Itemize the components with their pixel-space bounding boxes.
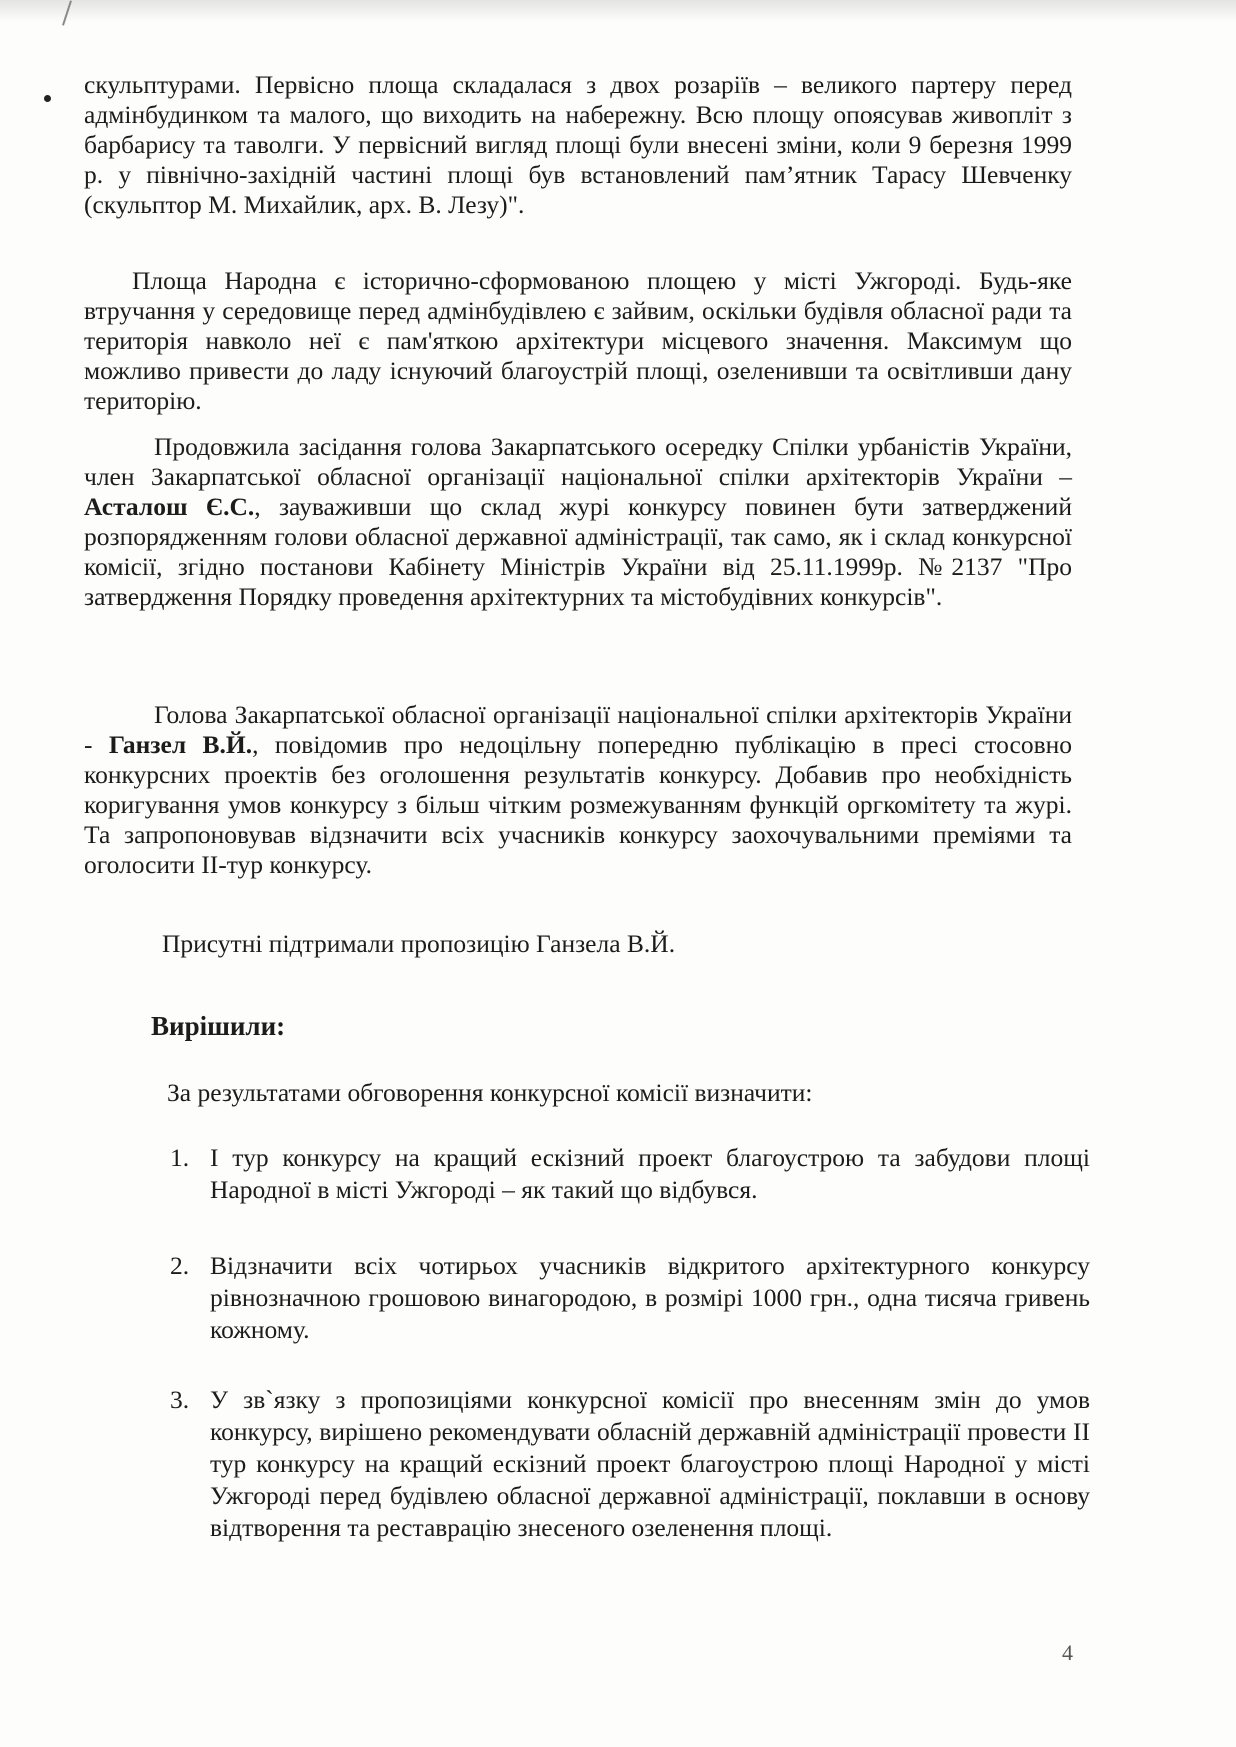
paragraph-text: Площа Народна є історично-сформованою площею у місті Ужгороді. Будь-яке втручання у середовище перед адмінбудівлею є зайвим, оскільки будівля обласної ради та територія навколо неї є пам'яткою архітектури місцевого значення. Максимум що можливо привести до ладу існуючий благоустрій площі, озеленивши та освітливши дану територію.	[84, 266, 1072, 415]
paragraph-support: Присутні підтримали пропозицію Ганзела В.Й.	[162, 929, 676, 958]
paragraph-text	[84, 700, 1072, 880]
decision-item-number: 3.	[170, 1385, 190, 1414]
decision-item	[170, 1384, 1090, 1544]
paragraph-historic-square	[84, 266, 1072, 416]
paragraph-astalosh-statement	[84, 432, 1072, 612]
scan-edge-shadow	[0, 0, 1236, 22]
paragraph-text-before: Голова Закарпатської обласної організації національної спілки архітекторів України -	[84, 700, 1072, 759]
ink-dot	[44, 95, 51, 102]
decision-item-number: 2.	[170, 1251, 190, 1280]
paragraph-text-before: Продовжила засідання голова Закарпатського осередку Спілки урбаністів України, член Закарпатської обласної організації національної спілки архітекторів України –	[84, 432, 1072, 491]
paragraph-text-after: , повідомив про недоцільну попередню публікацію в пресі стосовно конкурсних проектів без оголошення результатів конкурсу. Добавив про необхідність коригування умов конкурсу з більш чітким розмежуванням функцій оргкомітету та журі. Та запропоновував відзначити всіх учасників конкурсу заохочувальними преміями та оголосити ІІ-тур конкурсу.	[84, 730, 1073, 879]
decision-item-text: У зв`язку з пропозиціями конкурсної комісії про внесенням змін до умов конкурсу, вирішено рекомендувати обласній державній адміністрації провести ІІ тур конкурсу на кращий ескізний проект благоустрою площі Народної у місті Ужгороді перед будівлею обласної державної адміністрації, поклавши в основу відтворення та реставрацію знесеного озеленення площі.	[210, 1385, 1090, 1542]
decision-item-number: 1.	[170, 1143, 190, 1172]
speaker-name: Ганзел В.Й.	[108, 730, 253, 759]
decision-item-text: Відзначити всіх чотирьох учасників відкритого архітектурного конкурсу рівнозначною грошовою винагородою, в розмірі 1000 грн., одна тисяча гривень кожному.	[210, 1251, 1090, 1344]
paragraph-monument-description	[84, 70, 1072, 220]
page-number: 4	[1062, 1640, 1073, 1665]
decision-item-text: І тур конкурсу на кращий ескізний проект благоустрою та забудови площі Народної в місті Ужгороді – як такий що відбувся.	[210, 1143, 1090, 1204]
decision-heading: Вирішили:	[151, 1011, 286, 1041]
decision-item	[170, 1250, 1090, 1346]
speaker-name: Асталош Є.С.	[84, 492, 255, 521]
decision-item	[170, 1142, 1090, 1206]
decision-lead: За результатами обговорення конкурсної комісії визначити:	[167, 1078, 813, 1107]
paragraph-text	[84, 432, 1072, 612]
paragraph-ganzel-statement	[84, 700, 1072, 880]
paragraph-text: скульптурами. Первісно площа складалася з двох розаріїв – великого партеру перед адмінбудинком та малого, що виходить на набережну. Всю площу опоясував живопліт з барбарису та таволги. У первісний вигляд площі були внесені зміни, коли 9 березня 1999 р. у північно-західній частині площі був встановлений пам’ятник Тарасу Шевченку (скульптор М. Михайлик, арх. В. Лезу)".	[84, 70, 1072, 219]
paragraph-text-after: , зауваживши що склад журі конкурсу повинен бути затверджений розпорядженням голови обласної державної адміністрації, так само, як і склад конкурсної комісії, згідно постанови Кабінету Міністрів України від 25.11.1999р. №2137 "Про затвердження Порядку проведення архітектурних та містобудівних конкурсів".	[84, 492, 1072, 611]
